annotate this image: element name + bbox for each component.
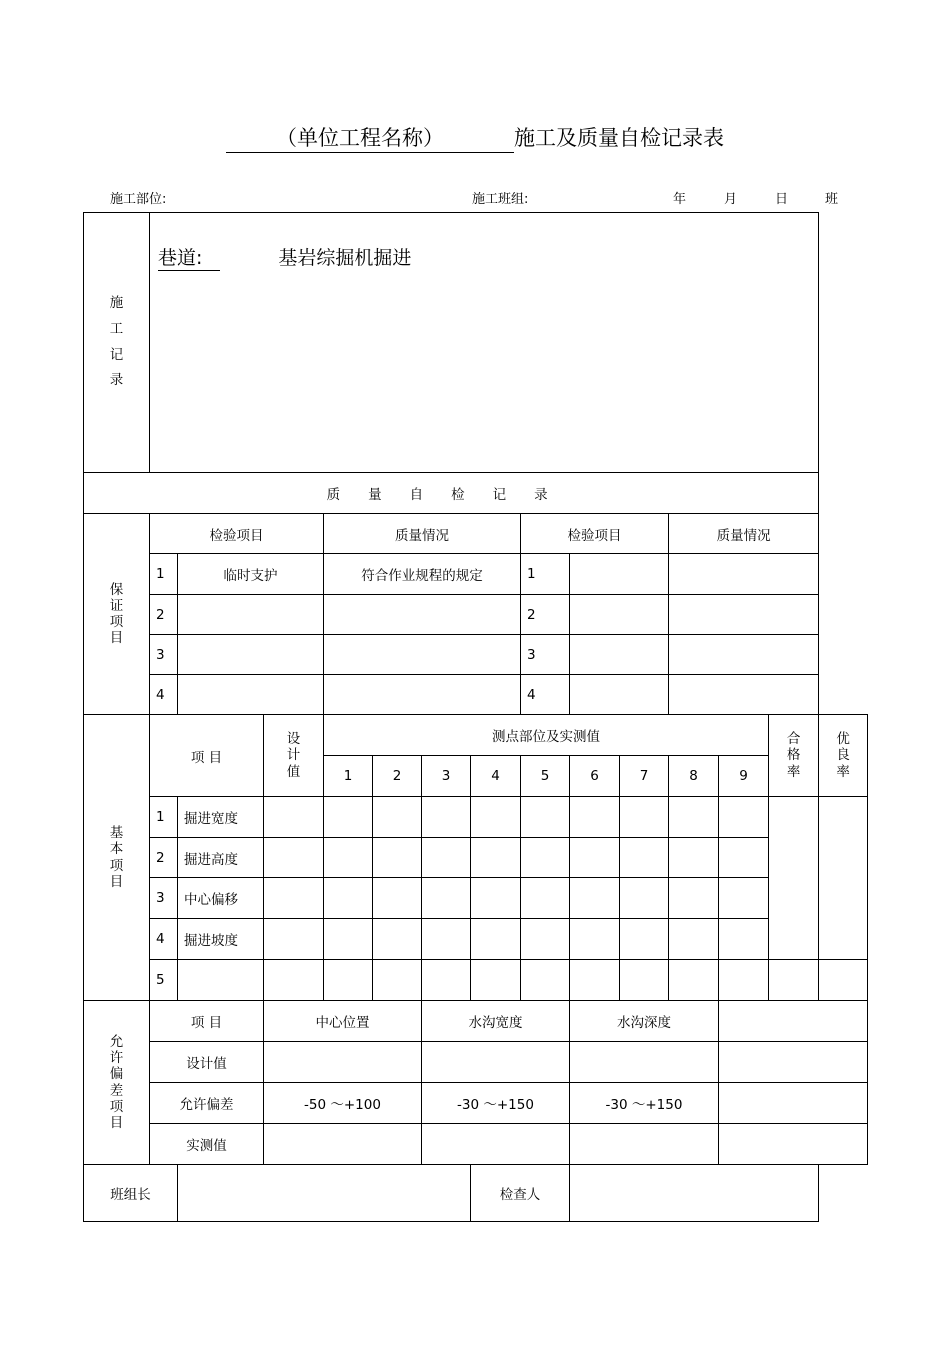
basic-value-cell[interactable] <box>570 878 620 919</box>
basic-value-cell[interactable] <box>620 919 669 960</box>
basic-value-cell[interactable] <box>324 878 373 919</box>
quality-header: 质量自检记录 <box>84 473 819 514</box>
basic-design-cell[interactable] <box>264 797 324 838</box>
basic-value-cell[interactable] <box>570 919 620 960</box>
guarantee-label: 保 证 项 目 <box>109 581 124 647</box>
inspection-table <box>83 212 868 1222</box>
guarantee-status-right[interactable] <box>669 675 819 715</box>
guarantee-no-left: 1 <box>150 554 178 595</box>
basic-value-cell[interactable] <box>422 919 471 960</box>
good-rate-cell[interactable] <box>819 797 868 960</box>
basic-row-item: 掘进高度 <box>178 838 264 878</box>
guarantee-header-status-left: 质量情况 <box>324 514 521 554</box>
basic-value-cell[interactable] <box>373 960 422 1001</box>
year-label: 年 <box>673 192 687 207</box>
quality-header-row <box>84 473 868 514</box>
point-number: 5 <box>521 756 570 797</box>
guarantee-item-right[interactable] <box>570 635 669 675</box>
basic-value-cell[interactable] <box>373 919 422 960</box>
basic-value-cell[interactable] <box>324 919 373 960</box>
guarantee-item-right[interactable] <box>570 554 669 595</box>
lane-label: 巷道: <box>158 243 220 271</box>
basic-row-no: 5 <box>150 960 178 1001</box>
basic-value-cell[interactable] <box>521 960 570 1001</box>
guarantee-no-right: 2 <box>521 595 570 635</box>
basic-value-cell[interactable] <box>669 919 719 960</box>
measured-cell[interactable] <box>719 1124 868 1165</box>
guarantee-no-left: 3 <box>150 635 178 675</box>
guarantee-item-right[interactable] <box>570 675 669 715</box>
basic-row-no: 3 <box>150 878 178 919</box>
allowed-label-cell <box>84 1001 150 1165</box>
guarantee-status-left[interactable] <box>324 635 521 675</box>
allowed-design-label: 设计值 <box>150 1042 264 1083</box>
basic-design-header: 设 计 值 <box>264 715 324 797</box>
basic-value-cell[interactable] <box>373 838 422 878</box>
shift-label: 班 <box>825 192 839 207</box>
allowed-tolerance-label: 允许偏差 <box>150 1083 264 1124</box>
point-number: 4 <box>471 756 521 797</box>
basic-design-cell[interactable] <box>264 878 324 919</box>
basic-value-cell[interactable] <box>521 919 570 960</box>
record-content-cell[interactable] <box>150 213 819 473</box>
basic-design-cell[interactable] <box>264 919 324 960</box>
basic-value-cell[interactable] <box>669 797 719 838</box>
basic-value-cell[interactable] <box>570 838 620 878</box>
allowed-design-cell[interactable] <box>570 1042 719 1083</box>
point-number: 8 <box>669 756 719 797</box>
basic-label: 基 本 项 目 <box>109 825 124 890</box>
guarantee-status-right[interactable] <box>669 554 819 595</box>
guarantee-status-left[interactable]: 符合作业规程的规定 <box>324 554 521 595</box>
basic-value-cell[interactable] <box>521 878 570 919</box>
basic-row-no: 1 <box>150 797 178 838</box>
allowed-design-cell[interactable] <box>264 1042 422 1083</box>
inspector-signature[interactable] <box>570 1165 819 1222</box>
point-number: 2 <box>373 756 422 797</box>
guarantee-label-cell <box>84 514 150 715</box>
basic-value-cell[interactable] <box>373 878 422 919</box>
allowed-measured-label: 实测值 <box>150 1124 264 1165</box>
record-label-cell <box>84 213 150 473</box>
guarantee-item-left[interactable]: 临时支护 <box>178 554 324 595</box>
guarantee-no-right: 4 <box>521 675 570 715</box>
guarantee-item-left[interactable] <box>178 675 324 715</box>
basic-value-cell[interactable] <box>471 797 521 838</box>
guarantee-status-left[interactable] <box>324 675 521 715</box>
allowed-label: 允 许 偏 差 项 目 <box>109 1033 124 1131</box>
guarantee-item-left[interactable] <box>178 635 324 675</box>
measured-cell[interactable] <box>264 1124 422 1165</box>
basic-row <box>84 797 868 838</box>
signature-row <box>84 1165 868 1222</box>
record-row <box>84 213 868 473</box>
basic-row-item <box>178 960 264 1001</box>
guarantee-no-left: 4 <box>150 675 178 715</box>
tolerance-extra[interactable] <box>719 1083 868 1124</box>
basic-label-cell <box>84 715 150 1001</box>
basic-value-cell[interactable] <box>422 878 471 919</box>
point-number: 1 <box>324 756 373 797</box>
pass-rate-cell[interactable] <box>769 797 819 960</box>
basic-row-item: 中心偏移 <box>178 878 264 919</box>
basic-row <box>84 878 868 919</box>
construction-location-label: 施工部位: <box>110 192 167 207</box>
basic-points-header: 测点部位及实测值 <box>324 715 769 756</box>
team-leader-label: 班组长 <box>84 1165 178 1222</box>
basic-value-cell[interactable] <box>719 838 769 878</box>
basic-value-cell[interactable] <box>471 878 521 919</box>
basic-value-cell[interactable] <box>373 797 422 838</box>
basic-value-cell[interactable] <box>620 878 669 919</box>
record-label: 施 工 记 录 <box>109 295 124 389</box>
basic-value-cell[interactable] <box>324 797 373 838</box>
allowed-measured-row <box>84 1124 868 1165</box>
basic-value-cell[interactable] <box>620 960 669 1001</box>
basic-value-cell[interactable] <box>422 838 471 878</box>
point-number: 9 <box>719 756 769 797</box>
allowed-header-row <box>84 1001 868 1042</box>
basic-value-cell[interactable] <box>521 838 570 878</box>
day-label: 日 <box>775 192 789 207</box>
basic-value-cell[interactable] <box>669 838 719 878</box>
basic-value-cell[interactable] <box>570 797 620 838</box>
basic-value-cell[interactable] <box>719 960 769 1001</box>
basic-header-row <box>84 715 868 756</box>
basic-value-cell[interactable] <box>422 797 471 838</box>
guarantee-no-right: 3 <box>521 635 570 675</box>
basic-value-cell[interactable] <box>422 960 471 1001</box>
guarantee-header-status-right: 质量情况 <box>669 514 819 554</box>
basic-value-cell[interactable] <box>669 960 719 1001</box>
team-leader-signature[interactable] <box>178 1165 471 1222</box>
point-number: 3 <box>422 756 471 797</box>
basic-value-cell[interactable] <box>620 797 669 838</box>
guarantee-item-right[interactable] <box>570 595 669 635</box>
point-number: 7 <box>620 756 669 797</box>
guarantee-row <box>84 554 868 595</box>
basic-row <box>84 919 868 960</box>
basic-value-cell[interactable] <box>719 797 769 838</box>
basic-value-cell[interactable] <box>620 838 669 878</box>
construction-team-label: 施工班组: <box>472 192 529 207</box>
allowed-item-header: 项 目 <box>150 1001 264 1042</box>
basic-value-cell[interactable] <box>471 960 521 1001</box>
guarantee-item-left[interactable] <box>178 595 324 635</box>
lane-line <box>158 243 818 271</box>
allowed-col-ditch-width: 水沟宽度 <box>422 1001 570 1042</box>
basic-item-header: 项 目 <box>150 715 264 797</box>
inspection-sheet <box>83 212 868 1222</box>
basic-value-cell[interactable] <box>324 960 373 1001</box>
basic-value-cell[interactable] <box>719 878 769 919</box>
guarantee-no-left: 2 <box>150 595 178 635</box>
tolerance-ditch-width: -30 ～+150 <box>422 1083 570 1124</box>
form-title-main: 施工及质量自检记录表 <box>514 126 724 150</box>
guarantee-row <box>84 595 868 635</box>
guarantee-header-row <box>84 514 868 554</box>
measured-cell[interactable] <box>422 1124 570 1165</box>
allowed-design-cell[interactable] <box>719 1042 868 1083</box>
allowed-col-center: 中心位置 <box>264 1001 422 1042</box>
basic-row-no: 2 <box>150 838 178 878</box>
basic-pass-rate-header: 合 格 率 <box>769 715 819 797</box>
basic-row-item: 掘进坡度 <box>178 919 264 960</box>
basic-value-cell[interactable] <box>669 878 719 919</box>
lane-value: 基岩综掘机掘进 <box>278 247 412 269</box>
basic-value-cell[interactable] <box>521 797 570 838</box>
basic-value-cell[interactable] <box>570 960 620 1001</box>
month-label: 月 <box>724 192 738 207</box>
tolerance-ditch-depth: -30 ～+150 <box>570 1083 719 1124</box>
basic-design-cell[interactable] <box>264 838 324 878</box>
allowed-design-row <box>84 1042 868 1083</box>
point-number: 6 <box>570 756 620 797</box>
basic-design-cell[interactable] <box>264 960 324 1001</box>
basic-value-cell[interactable] <box>471 838 521 878</box>
measured-cell[interactable] <box>570 1124 719 1165</box>
basic-value-cell[interactable] <box>471 919 521 960</box>
guarantee-no-right: 1 <box>521 554 570 595</box>
guarantee-status-right[interactable] <box>669 595 819 635</box>
basic-value-cell[interactable] <box>719 919 769 960</box>
form-title <box>0 122 950 153</box>
good-rate-cell[interactable] <box>819 960 868 1001</box>
basic-value-cell[interactable] <box>324 838 373 878</box>
guarantee-status-right[interactable] <box>669 635 819 675</box>
basic-row-item: 掘进宽度 <box>178 797 264 838</box>
guarantee-header-item-left: 检验项目 <box>150 514 324 554</box>
allowed-col-ditch-depth: 水沟深度 <box>570 1001 719 1042</box>
tolerance-center: -50 ～+100 <box>264 1083 422 1124</box>
allowed-col-extra[interactable] <box>719 1001 868 1042</box>
inspector-label: 检查人 <box>471 1165 570 1222</box>
basic-row <box>84 960 868 1001</box>
guarantee-row <box>84 635 868 675</box>
basic-good-rate-header: 优 良 率 <box>819 715 868 797</box>
guarantee-header-item-right: 检验项目 <box>521 514 669 554</box>
unit-name-blank: （单位工程名称） <box>226 122 514 153</box>
allowed-design-cell[interactable] <box>422 1042 570 1083</box>
allowed-tolerance-row <box>84 1083 868 1124</box>
guarantee-row <box>84 675 868 715</box>
basic-row <box>84 838 868 878</box>
guarantee-status-left[interactable] <box>324 595 521 635</box>
pass-rate-cell[interactable] <box>769 960 819 1001</box>
basic-row-no: 4 <box>150 919 178 960</box>
